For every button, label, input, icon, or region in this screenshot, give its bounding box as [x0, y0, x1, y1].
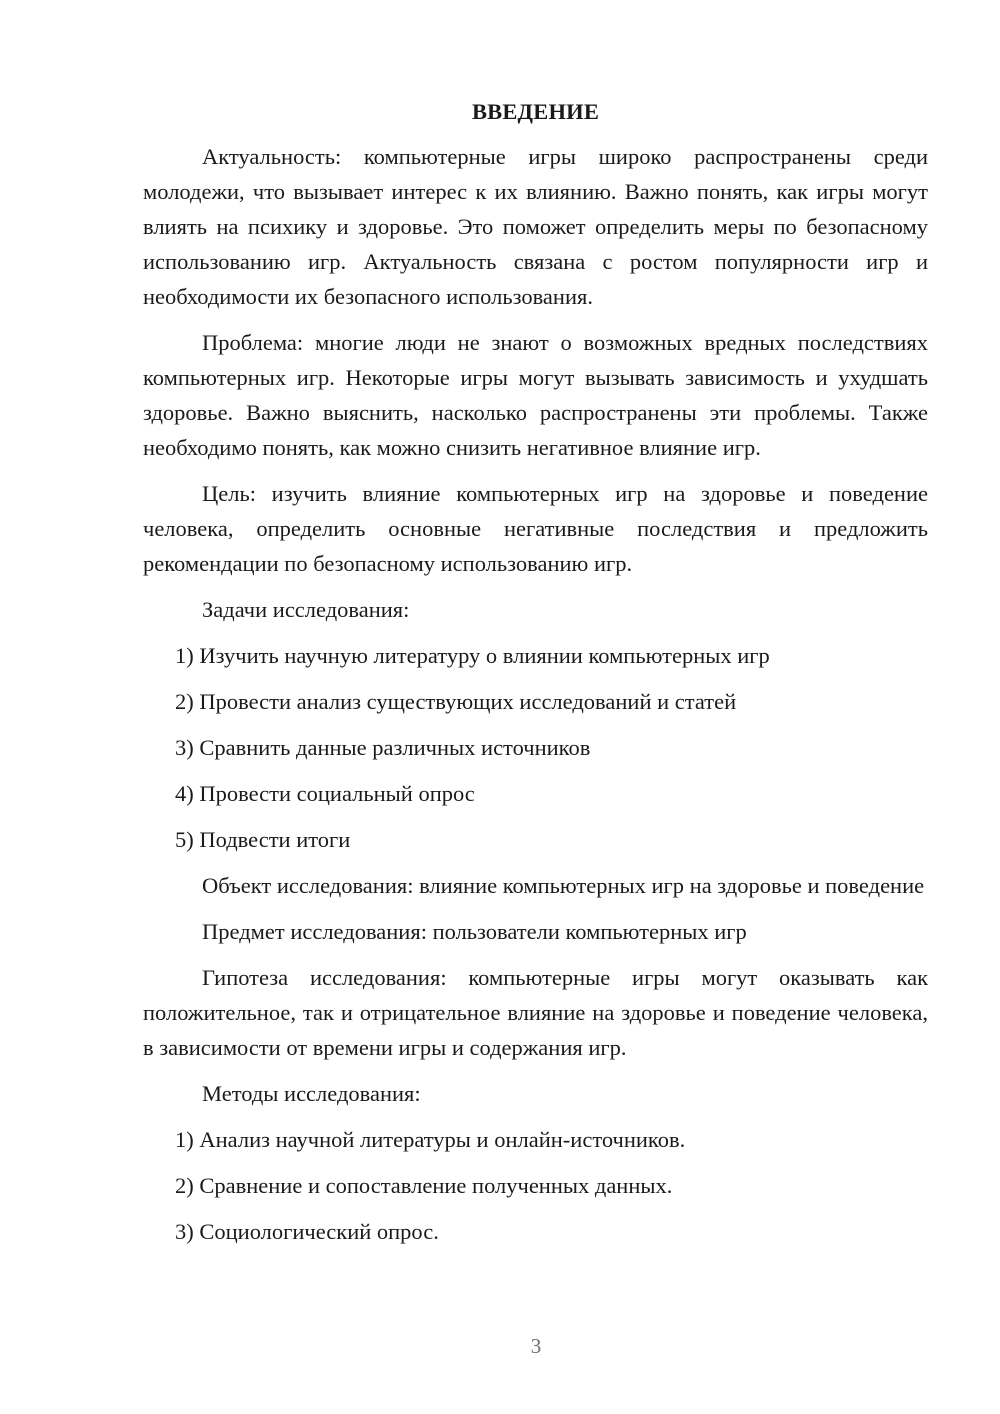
list-item: 2) Провести анализ существующих исследований и статей [175, 689, 737, 714]
page-title: ВВЕДЕНИЕ [471, 99, 600, 124]
list-item: 1) Изучить научную литературу о влиянии компьютерных игр [175, 643, 770, 668]
subject-paragraph: Предмет исследования: пользователи компьютерных игр [202, 919, 747, 944]
goal-paragraph: Цель: изучить влияние компьютерных игр на здоровье и поведение человека, определить основные негативные последствия и предложить рекомендации по безопасному использованию игр. [143, 481, 928, 576]
list-item: 1) Анализ научной литературы и онлайн-источников. [175, 1127, 686, 1152]
list-item: 2) Сравнение и сопоставление полученных данных. [175, 1173, 673, 1198]
methods-list [143, 1122, 928, 1249]
problem-paragraph: Проблема: многие люди не знают о возможных вредных последствиях компьютерных игр. Некоторые игры могут вызывать зависимость и ухудшать здоровье. Важно выяснить, насколько распространены эти проблемы. Также необходимо понять, как можно снизить негативное влияние игр. [143, 330, 928, 460]
object-paragraph: Объект исследования: влияние компьютерных игр на здоровье и поведение [202, 873, 925, 898]
hypothesis-paragraph: Гипотеза исследования: компьютерные игры могут оказывать как положительное, так и отрицательное влияние на здоровье и поведение человека, в зависимости от времени игры и содержания игр. [143, 965, 928, 1060]
relevance-paragraph: Актуальность: компьютерные игры широко распространены среди молодежи, что вызывает интерес к их влиянию. Важно понять, как игры могут влиять на психику и здоровье. Это поможет определить меры по безопасному использованию игр. Актуальность связана с ростом популярности игр и необходимости их безопасного использования. [143, 144, 928, 309]
list-item: 5) Подвести итоги [175, 827, 351, 852]
document-body [143, 94, 928, 1249]
methods-heading: Методы исследования: [202, 1081, 421, 1106]
list-item: 3) Социологический опрос. [175, 1219, 439, 1244]
tasks-heading: Задачи исследования: [202, 597, 410, 622]
tasks-list [143, 638, 928, 857]
list-item: 3) Сравнить данные различных источников [175, 735, 591, 760]
page-number: 3 [530, 1334, 542, 1358]
list-item: 4) Провести социальный опрос [175, 781, 475, 806]
